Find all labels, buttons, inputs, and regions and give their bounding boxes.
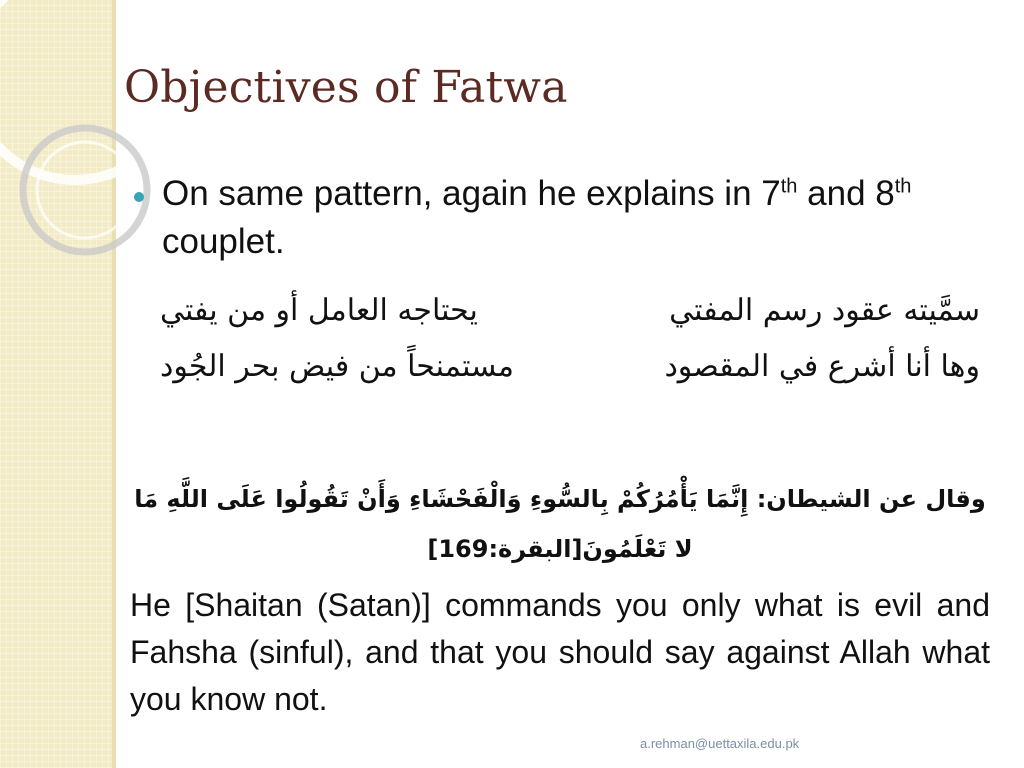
verse-translation: He [Shaitan (Satan)] commands you only what is evil and Fahsha (sinful), and that you should say against Allah what you know not.: [130, 587, 990, 717]
bullet-point: [134, 170, 994, 266]
couplet-2-second-hemistich: مستمنحاً من فيض بحر الجُود: [160, 348, 514, 384]
slide-title: Objectives of Fatwa: [124, 62, 568, 113]
couplet-1-second-hemistich: يحتاجه العامل أو من يفتي: [160, 292, 478, 328]
ordinal-suffix-2: th: [894, 175, 912, 198]
ordinal-suffix-1: th: [780, 175, 798, 198]
quran-verse: وقال عن الشيطان: إِنَّمَا يَأْمُرُكُمْ بِالسُّوءِ وَالْفَحْشَاءِ وَأَنْ تَقُولُوا عَلَى اللَّهِ مَا لا تَعْلَمُونَ[البقرة:169]: [134, 485, 986, 563]
bullet-text: [162, 170, 994, 266]
bullet-text-part1: On same pattern, again he explains in 7: [162, 174, 781, 213]
couplet-1-first-hemistich: سمَّيته عقود رسم المفتي: [669, 292, 980, 328]
bullet-text-part3: couplet.: [162, 222, 285, 261]
footer-email: a.rehman@uettaxila.edu.pk: [640, 736, 800, 751]
bullet-dot-icon: [134, 192, 144, 202]
bullet-text-part2: and 8: [797, 174, 895, 213]
arabic-couplets: [160, 282, 980, 394]
couplet-line-1: [160, 282, 980, 338]
couplet-2-first-hemistich: وها أنا أشرع في المقصود: [664, 348, 980, 384]
couplet-line-2: [160, 338, 980, 394]
